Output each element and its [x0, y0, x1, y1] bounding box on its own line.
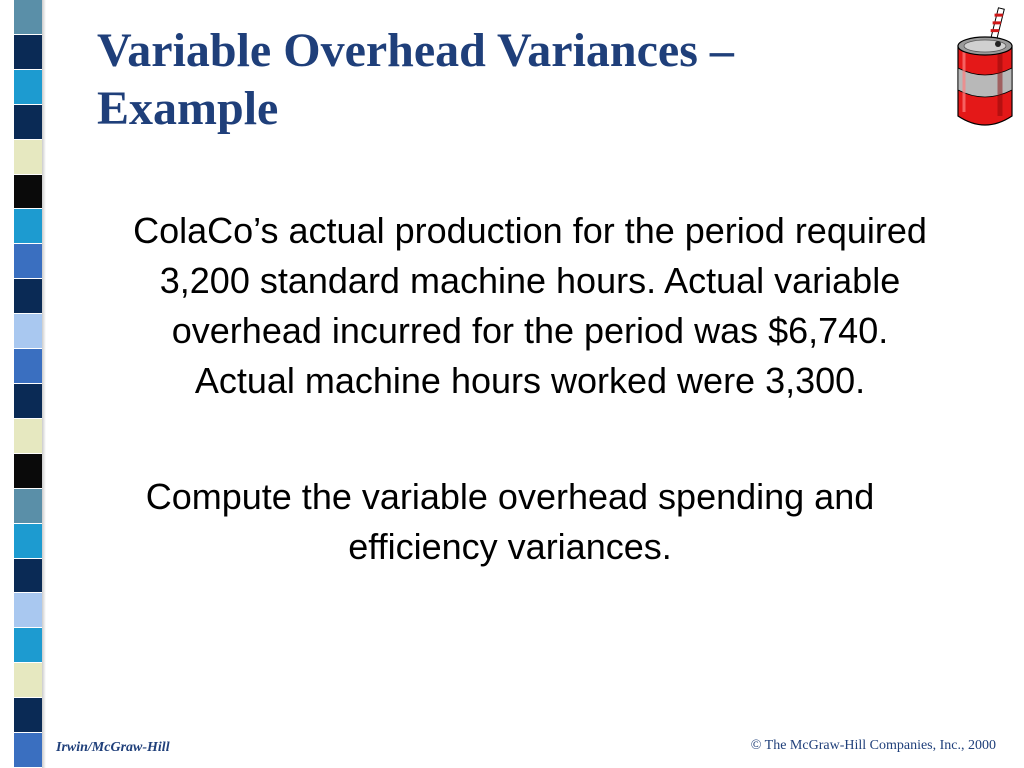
stripe-block: [14, 524, 42, 559]
stripe-block: [14, 244, 42, 279]
copyright-footer: © The McGraw-Hill Companies, Inc., 2000: [750, 738, 996, 753]
stripe-block: [14, 349, 42, 384]
publisher-footer: Irwin/McGraw-Hill: [56, 740, 170, 755]
stripe-block: [14, 384, 42, 419]
slide-title: Variable Overhead Variances – Example: [97, 24, 734, 135]
stripe-block: [14, 454, 42, 489]
stripe-block: [14, 663, 42, 698]
stripe-block: [14, 593, 42, 628]
cola-can-with-straw-icon: [950, 6, 1020, 134]
stripe-block: [14, 140, 42, 175]
stripe-block: [14, 70, 42, 105]
decorative-stripe: [14, 0, 42, 768]
stripe-block: [14, 105, 42, 140]
stripe-shadow: [42, 0, 46, 768]
stripe-block: [14, 489, 42, 524]
stripe-block: [14, 698, 42, 733]
stripe-block: [14, 314, 42, 349]
stripe-block: [14, 209, 42, 244]
stripe-block: [14, 279, 42, 314]
stripe-block: [14, 559, 42, 594]
stripe-block: [14, 419, 42, 454]
stripe-block: [14, 733, 42, 768]
stripe-block: [14, 35, 42, 70]
problem-statement: ColaCo’s actual production for the period required 3,200 standard machine hours. Actual variable overhead incurred for the period was $6,740. Actual machine hours worked were 3,300.: [133, 210, 927, 401]
stripe-block: [14, 628, 42, 663]
task-instruction: Compute the variable overhead spending and efficiency variances.: [145, 476, 875, 567]
stripe-block: [14, 175, 42, 210]
stripe-block: [14, 0, 42, 35]
